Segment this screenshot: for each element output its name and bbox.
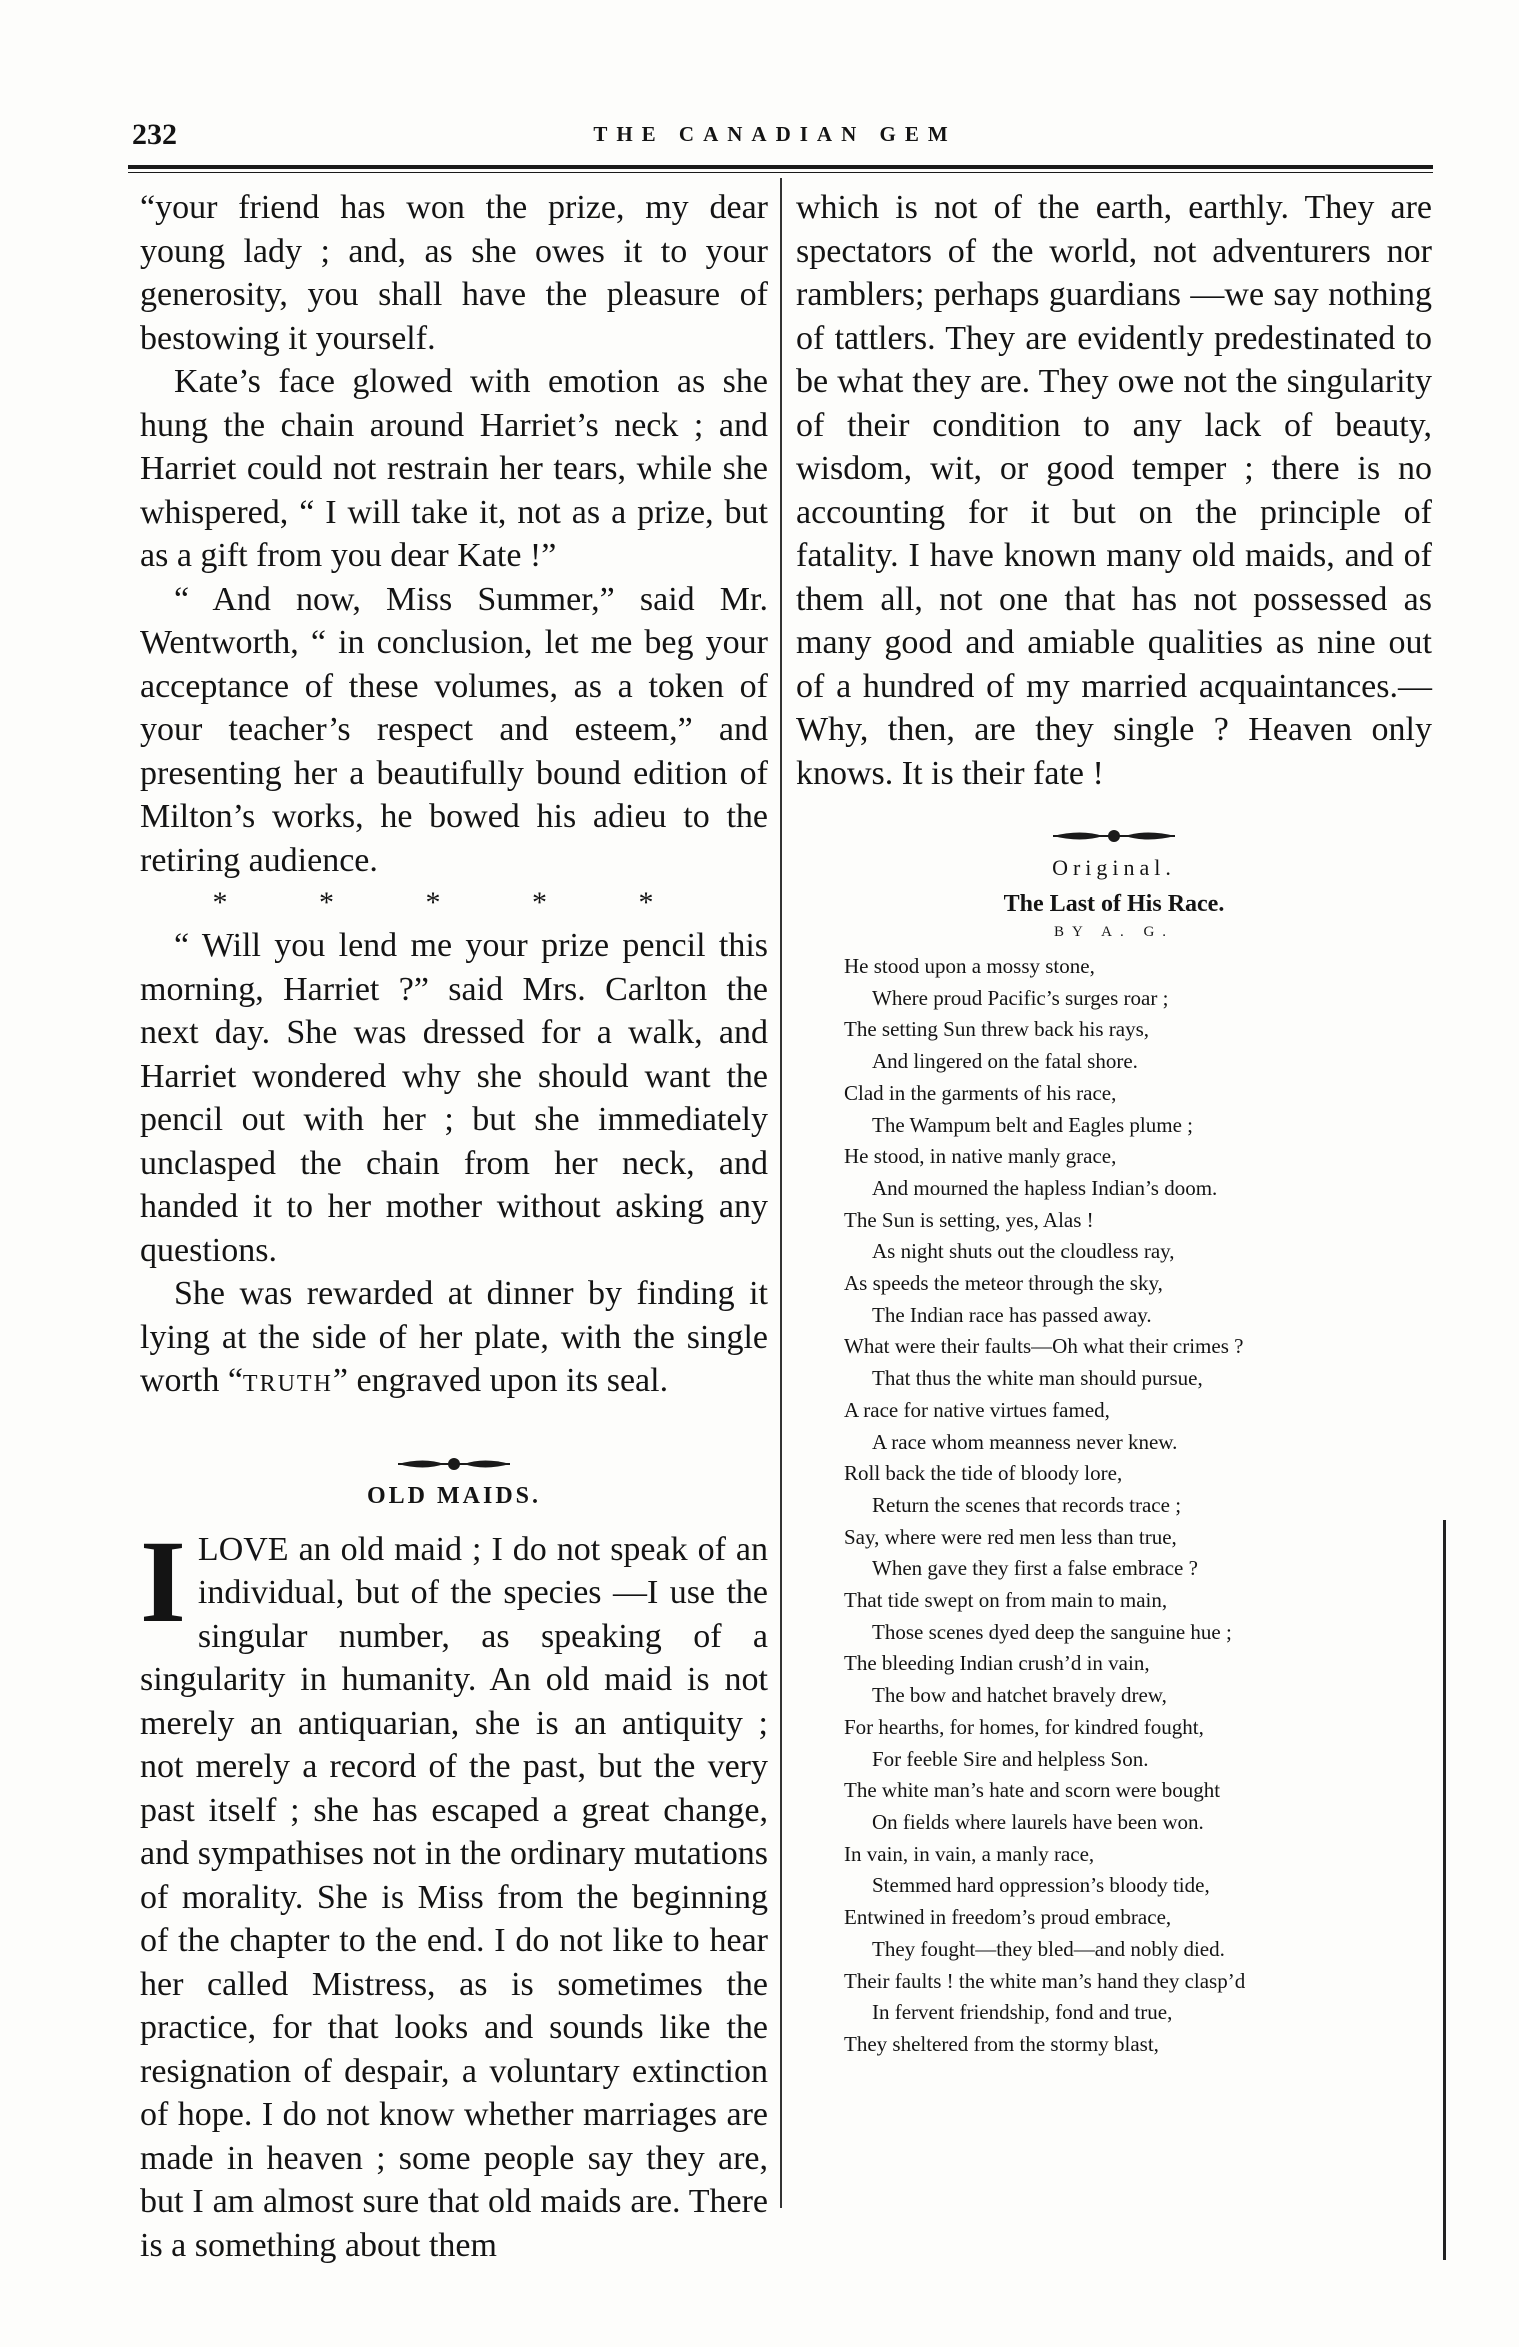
poem-line: The Sun is setting, yes, Alas !	[844, 1207, 1094, 1232]
ornament-divider-icon	[394, 1453, 514, 1475]
story-paragraph: “ Will you lend me your prize pencil this morning, Harriet ?” said Mrs. Carlton the next day. She was dressed for a walk, and Harriet wondered why she should want the pencil out with her ; but she immediately unclasped the chain from her neck, and handed it to her mother without asking any questions.	[140, 927, 768, 1269]
header-rule-thin	[128, 172, 1433, 173]
poem-lines	[796, 951, 1432, 2061]
poem-line: He stood upon a mossy stone,	[844, 954, 1095, 978]
column-divider	[780, 178, 782, 2208]
poem-line: That tide swept on from main to main,	[844, 1588, 1168, 1613]
poem-line: In fervent friendship, fond and true,	[872, 2000, 1173, 2025]
page-number: 232	[132, 118, 177, 151]
right-margin-rule	[1443, 1520, 1446, 2260]
story-paragraph: Kate’s face glowed with emotion as she hung the chain around Harriet’s neck ; and Harriet could not restrain her tears, while she whispered, “ I will take it, not as a prize, but as a gift from you dear Kate !”	[140, 363, 768, 574]
poem-line: They sheltered from the stormy blast,	[844, 2031, 1159, 2056]
poem-line: Those scenes dyed deep the sanguine hue ;	[872, 1619, 1232, 1644]
poem-line: A race for native virtues famed,	[844, 1397, 1110, 1422]
story-paragraph	[140, 1272, 768, 1407]
essay-title: OLD MAIDS.	[366, 1482, 541, 1509]
poem-line: A race whom meanness never knew.	[872, 1429, 1178, 1454]
poem-line: Stemmed hard oppression’s bloody tide,	[872, 1873, 1210, 1898]
poem-line: When gave they first a false embrace ?	[872, 1556, 1198, 1581]
story-paragraph: “ And now, Miss Summer,” said Mr. Wentworth, “ in conclusion, let me beg your acceptance of these volumes, as a token of your teacher’s respect and esteem,” and presenting her a beautifully bound edition of Milton’s works, he bowed his adieu to the retiring audience.	[140, 580, 768, 879]
poem-line: Clad in the garments of his race,	[844, 1080, 1117, 1105]
left-column	[140, 186, 768, 2267]
poem-line: Their faults ! the white man’s hand they clasp’d	[844, 1968, 1246, 1993]
poem-line: They fought—they bled—and nobly died.	[872, 1936, 1225, 1961]
poem-line: Entwined in freedom’s proud embrace,	[844, 1905, 1172, 1930]
header-rule	[128, 165, 1433, 169]
poem-line: For feeble Sire and helpless Son.	[872, 1746, 1149, 1771]
poem-line: Where proud Pacific’s surges roar ;	[872, 985, 1169, 1010]
truth-word: TRUTH	[242, 1371, 333, 1397]
ornament-divider-icon	[1049, 825, 1179, 847]
poem-line: And mourned the hapless Indian’s doom.	[872, 1175, 1218, 1200]
section-break-stars: * * * * *	[212, 886, 696, 919]
poem-line: Roll back the tide of bloody lore,	[844, 1461, 1123, 1486]
poem-line: And lingered on the fatal shore.	[872, 1049, 1138, 1074]
essay-continuation: which is not of the earth, earthly. They are spectators of the world, not adventurers nor ramblers; perhaps guardians —we say nothing of tattlers. They are evidently predestinated to be what they are. They owe not the singularity of their condition to any lack of beauty, wisdom, wit, or good temper ; there is no accounting for it but on the principle of fatality. I have known many old maids, and of them all, not one that has not possessed as many good and amiable qualities as nine out of a hundred of my married acquaintances.— Why, then, are they single ? Heaven only knows. It is their fate !	[796, 189, 1432, 792]
poem	[796, 855, 1432, 2061]
poem-title: The Last of His Race.	[1003, 891, 1225, 917]
story-text: She was rewarded at dinner by finding it lying at the side of her plate, with the single worth “	[140, 1275, 768, 1399]
story-paragraph: “your friend has won the prize, my dear young lady ; and, as she owes it to your generosity, you shall have the pleasure of bestowing it yourself.	[140, 189, 768, 357]
running-title: THE CANADIAN GEM	[593, 122, 957, 146]
poem-line: That thus the white man should pursue,	[872, 1366, 1203, 1391]
drop-cap: I	[140, 1515, 186, 1647]
poem-line: The setting Sun threw back his rays,	[844, 1017, 1150, 1042]
poem-line: He stood, in native manly grace,	[844, 1144, 1117, 1169]
poem-line: The Indian race has passed away.	[872, 1302, 1152, 1327]
poem-line: As speeds the meteor through the sky,	[844, 1271, 1163, 1296]
right-column	[796, 186, 1432, 2061]
poem-line: The Wampum belt and Eagles plume ;	[872, 1112, 1194, 1137]
poem-line: For hearths, for homes, for kindred fought,	[844, 1714, 1204, 1739]
essay-text: an old maid ; I do not speak of an individual, but of the species —I use the singular number, as speaking of a singularity in humanity. An old maid is not merely an antiquarian, she is an antiquity ; not merely a record of the past, but the very past itself ; she has escaped a great change, and sympathises not in the ordinary mutations of morality. She is Miss from the beginning of the chapter to the end. I do not like to hear her called Mistress, as is sometimes the practice, for that looks and sounds like the resignation of despair, a voluntary extinction of hope. I do not know whether marriages are made in heaven ; some people say they are, but I am almost sure that old maids are. There is a something about them	[140, 1530, 768, 2264]
poem-label: Original.	[1052, 855, 1176, 880]
essay-first-word: LOVE	[197, 1530, 289, 1568]
poem-line: As night shuts out the cloudless ray,	[872, 1239, 1175, 1264]
poem-line: The white man’s hate and scorn were bought	[844, 1778, 1221, 1803]
poem-line: What were their faults—Oh what their crimes ?	[844, 1334, 1244, 1359]
poem-line: Say, where were red men less than true,	[844, 1524, 1177, 1549]
poem-line: Return the scenes that records trace ;	[872, 1492, 1182, 1517]
story-text: ” engraved upon its seal.	[332, 1362, 669, 1399]
poem-byline: BY A. G.	[1053, 924, 1175, 940]
essay-paragraph	[140, 1515, 768, 2268]
poem-line: The bleeding Indian crush’d in vain,	[844, 1651, 1150, 1676]
poem-line: On fields where laurels have been won.	[872, 1809, 1204, 1834]
poem-line: In vain, in vain, a manly race,	[844, 1841, 1095, 1866]
poem-line: The bow and hatchet bravely drew,	[872, 1683, 1167, 1708]
page-header	[120, 118, 1430, 158]
